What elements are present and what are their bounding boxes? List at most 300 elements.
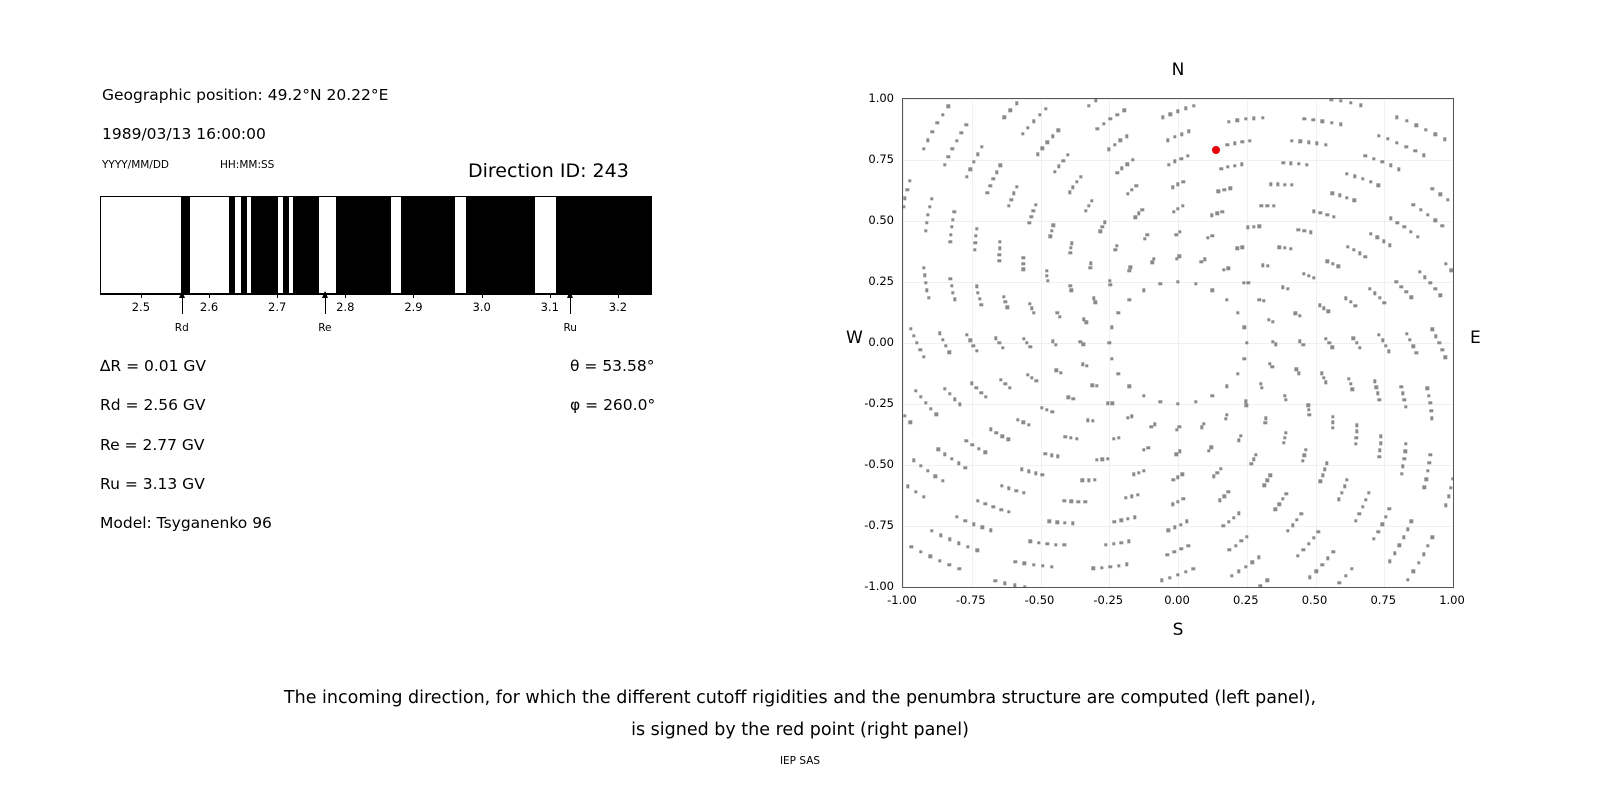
direction-point xyxy=(993,579,996,582)
direction-point xyxy=(1236,119,1239,122)
direction-point xyxy=(1237,512,1240,515)
direction-point xyxy=(1079,175,1082,178)
direction-point xyxy=(1027,423,1030,426)
direction-point xyxy=(1325,462,1328,465)
direction-point xyxy=(951,291,954,294)
direction-point xyxy=(1377,455,1380,458)
direction-point xyxy=(1091,419,1094,422)
direction-point xyxy=(937,448,940,451)
direction-point xyxy=(1028,302,1031,305)
direction-point xyxy=(1134,184,1137,187)
sky-x-tick-label: 0.00 xyxy=(1164,593,1190,607)
direction-point xyxy=(1223,188,1226,191)
direction-point xyxy=(1187,130,1190,133)
direction-point xyxy=(1181,473,1184,476)
direction-point xyxy=(1126,192,1129,195)
direction-point xyxy=(1049,235,1052,238)
direction-point xyxy=(1369,232,1372,235)
direction-point xyxy=(1108,341,1111,344)
direction-point xyxy=(1160,579,1163,582)
direction-point xyxy=(1057,129,1060,132)
direction-point xyxy=(947,105,950,108)
direction-point xyxy=(933,474,936,477)
direction-point xyxy=(1403,225,1406,228)
direction-point xyxy=(1086,419,1089,422)
direction-point xyxy=(1426,387,1429,390)
direction-point xyxy=(902,205,905,208)
direction-point xyxy=(1167,528,1170,531)
penumbra-allowed-band xyxy=(293,197,319,293)
rigidity-marker-label: Ru xyxy=(563,322,577,334)
direction-point xyxy=(1142,448,1145,451)
direction-point xyxy=(1056,311,1059,314)
direction-point xyxy=(1027,470,1030,473)
direction-point xyxy=(1443,138,1446,141)
direction-point xyxy=(1217,190,1220,193)
direction-point xyxy=(1021,256,1024,259)
direction-point xyxy=(1321,563,1324,566)
sky-y-tick-label: -1.00 xyxy=(864,579,894,593)
direction-point xyxy=(919,464,922,467)
direction-point xyxy=(1026,126,1029,129)
direction-point xyxy=(1312,536,1315,539)
direction-point xyxy=(1229,187,1232,190)
direction-point xyxy=(1355,436,1358,439)
direction-point xyxy=(975,349,978,352)
direction-point xyxy=(1007,487,1010,490)
direction-point xyxy=(1000,484,1003,487)
compass-south-label: S xyxy=(1172,620,1184,640)
direction-point xyxy=(931,130,934,133)
gridline xyxy=(903,221,1453,222)
direction-point xyxy=(1142,288,1145,291)
direction-point xyxy=(980,303,983,306)
direction-point xyxy=(1429,401,1432,404)
gridline xyxy=(1453,99,1454,587)
axis-tick-label: 2.5 xyxy=(131,300,151,314)
direction-point xyxy=(1089,266,1092,269)
direction-point xyxy=(1176,183,1179,186)
direction-point xyxy=(1387,350,1390,353)
direction-point xyxy=(1312,209,1315,212)
direction-point xyxy=(1114,248,1117,251)
direction-point xyxy=(1117,564,1120,567)
direction-point xyxy=(1116,171,1119,174)
direction-point xyxy=(1449,486,1452,489)
direction-point xyxy=(1176,207,1179,210)
direction-point xyxy=(1002,295,1005,298)
direction-point xyxy=(980,145,983,148)
direction-point xyxy=(1022,491,1025,494)
direction-point xyxy=(1405,119,1408,122)
axis-tick-label: 2.6 xyxy=(199,300,219,314)
direction-point xyxy=(1290,139,1293,142)
direction-point xyxy=(1212,475,1215,478)
direction-point xyxy=(1274,508,1277,511)
direction-point xyxy=(1416,235,1419,238)
direction-point xyxy=(1345,196,1348,199)
direction-point xyxy=(951,218,954,221)
direction-point xyxy=(1222,268,1225,271)
direction-point xyxy=(973,248,976,251)
datetime-label: 1989/03/13 16:00:00 xyxy=(102,125,266,143)
direction-point xyxy=(1112,542,1115,545)
direction-point xyxy=(949,240,952,243)
sky-x-tick-label: 0.25 xyxy=(1232,593,1259,607)
direction-point xyxy=(1353,175,1356,178)
direction-point xyxy=(1405,290,1408,293)
direction-point xyxy=(1254,453,1257,456)
direction-point xyxy=(1257,556,1260,559)
direction-point xyxy=(1331,415,1334,418)
delta-r-value: ∆R = 0.01 GV xyxy=(100,357,207,375)
direction-point xyxy=(1044,107,1047,110)
direction-point xyxy=(1050,410,1053,413)
direction-point xyxy=(915,341,918,344)
direction-point xyxy=(1332,550,1335,553)
direction-point xyxy=(928,205,931,208)
penumbra-chart xyxy=(100,196,652,294)
direction-point xyxy=(1046,542,1049,545)
direction-point xyxy=(1224,417,1227,420)
direction-point xyxy=(1084,209,1087,212)
direction-point xyxy=(1125,563,1128,566)
direction-point xyxy=(1015,185,1018,188)
direction-point xyxy=(998,341,1001,344)
direction-point xyxy=(1215,471,1218,474)
direction-point xyxy=(964,519,967,522)
direction-point xyxy=(1225,384,1228,387)
direction-point xyxy=(974,234,977,237)
direction-point xyxy=(1211,394,1214,397)
sky-y-tick-label: 0.75 xyxy=(868,152,894,166)
re-value: Re = 2.77 GV xyxy=(100,436,205,454)
direction-point xyxy=(1325,213,1328,216)
direction-point xyxy=(1174,233,1177,236)
direction-point xyxy=(1361,177,1364,180)
direction-point xyxy=(1322,376,1325,379)
direction-point xyxy=(1400,385,1403,388)
direction-point xyxy=(938,559,941,562)
compass-north-label: N xyxy=(1171,60,1185,80)
sky-y-tick-label: 0.50 xyxy=(868,213,894,227)
direction-point xyxy=(1108,279,1111,282)
direction-point xyxy=(1278,246,1281,249)
direction-point xyxy=(1129,265,1132,268)
direction-point xyxy=(1244,400,1247,403)
direction-point xyxy=(1227,490,1230,493)
direction-point xyxy=(953,298,956,301)
direction-point xyxy=(1179,523,1182,526)
direction-point xyxy=(1051,135,1054,138)
sky-plot-axes xyxy=(902,98,1454,588)
direction-point xyxy=(1003,581,1006,584)
direction-point xyxy=(1245,341,1248,344)
direction-point xyxy=(1266,264,1269,267)
axis-tick xyxy=(209,294,210,298)
direction-point xyxy=(1358,512,1361,515)
direction-point xyxy=(1094,99,1097,102)
direction-point xyxy=(1308,413,1311,416)
direction-point xyxy=(1355,430,1358,433)
direction-point xyxy=(1298,314,1301,317)
direction-point xyxy=(1259,204,1262,207)
direction-point xyxy=(1116,113,1119,116)
direction-point xyxy=(1110,402,1113,405)
direction-point xyxy=(975,285,978,288)
direction-point xyxy=(1029,540,1032,543)
gridline xyxy=(903,160,1453,161)
direction-point xyxy=(1307,408,1310,411)
direction-point xyxy=(1400,285,1403,288)
direction-point xyxy=(1069,246,1072,249)
direction-point xyxy=(1050,565,1053,568)
direction-point xyxy=(1069,436,1072,439)
direction-point xyxy=(1054,343,1057,346)
direction-point xyxy=(1307,274,1310,277)
direction-point xyxy=(1396,221,1399,224)
sky-y-tick-label: 1.00 xyxy=(868,91,894,105)
direction-point xyxy=(950,225,953,228)
sky-direction-plot xyxy=(830,60,1530,660)
direction-point xyxy=(970,382,973,385)
penumbra-rigidity-axis xyxy=(100,294,652,354)
direction-point xyxy=(1303,229,1306,232)
theta-value: θ = 53.58° xyxy=(570,357,655,375)
direction-point xyxy=(1404,145,1407,148)
direction-point xyxy=(971,443,974,446)
direction-point xyxy=(1430,328,1433,331)
direction-point xyxy=(1084,500,1087,503)
direction-point xyxy=(1226,143,1229,146)
direction-point xyxy=(1142,394,1145,397)
direction-point xyxy=(1297,228,1300,231)
direction-point xyxy=(1242,281,1245,284)
direction-point xyxy=(1247,281,1250,284)
penumbra-allowed-band xyxy=(401,197,456,293)
direction-point xyxy=(1354,519,1357,522)
direction-point xyxy=(968,339,971,342)
direction-point xyxy=(1007,510,1010,513)
direction-point xyxy=(1176,573,1179,576)
direction-point xyxy=(1172,210,1175,213)
penumbra-allowed-band xyxy=(241,197,247,293)
selected-direction-point[interactable] xyxy=(1212,146,1220,154)
direction-point xyxy=(1337,498,1340,501)
direction-point xyxy=(1030,307,1033,310)
direction-point xyxy=(1409,296,1412,299)
direction-point xyxy=(1323,468,1326,471)
rigidity-marker-re xyxy=(325,292,326,314)
direction-point xyxy=(976,291,979,294)
direction-point xyxy=(1048,520,1051,523)
gridline xyxy=(903,99,1453,100)
direction-point xyxy=(1240,163,1243,166)
direction-point xyxy=(1353,198,1356,201)
direction-point xyxy=(1181,204,1184,207)
direction-point xyxy=(1358,346,1361,349)
direction-point xyxy=(1178,254,1181,257)
penumbra-allowed-band xyxy=(466,197,535,293)
direction-point xyxy=(1345,172,1348,175)
direction-point xyxy=(1331,426,1334,429)
direction-point xyxy=(1361,505,1364,508)
direction-point xyxy=(1375,386,1378,389)
direction-point xyxy=(1119,139,1122,142)
direction-point xyxy=(926,213,929,216)
direction-point xyxy=(976,153,979,156)
direction-point xyxy=(1444,262,1447,265)
direction-point xyxy=(1302,343,1305,346)
axis-tick xyxy=(482,294,483,298)
direction-point xyxy=(1102,122,1105,125)
direction-point xyxy=(1069,284,1072,287)
direction-point xyxy=(1034,472,1037,475)
direction-point xyxy=(1425,478,1428,481)
direction-point xyxy=(1182,180,1185,183)
direction-point xyxy=(1141,208,1144,211)
direction-point xyxy=(1112,437,1115,440)
sky-x-tick-label: -0.75 xyxy=(955,593,986,607)
direction-point xyxy=(1166,553,1169,556)
direction-point xyxy=(983,451,986,454)
direction-point xyxy=(1142,469,1145,472)
direction-point xyxy=(1237,570,1240,573)
direction-point xyxy=(1331,191,1334,194)
date-format-hint: YYYY/MM/DD xyxy=(102,159,170,171)
direction-point xyxy=(1062,543,1065,546)
direction-point xyxy=(1372,537,1375,540)
direction-point xyxy=(912,334,915,337)
sky-y-tick-label: 0.00 xyxy=(868,335,894,349)
direction-point xyxy=(1004,300,1007,303)
direction-point xyxy=(1373,380,1376,383)
direction-point xyxy=(1367,491,1370,494)
direction-point xyxy=(1185,520,1188,523)
direction-point xyxy=(1175,257,1178,260)
direction-point xyxy=(924,229,927,232)
direction-point xyxy=(922,495,925,498)
direction-point xyxy=(946,155,949,158)
direction-point xyxy=(1051,224,1054,227)
direction-point xyxy=(978,297,981,300)
direction-point xyxy=(1223,494,1226,497)
direction-point xyxy=(1221,210,1224,213)
direction-point xyxy=(1401,465,1404,468)
direction-point xyxy=(1004,382,1007,385)
direction-point xyxy=(1200,426,1203,429)
direction-point xyxy=(998,247,1001,250)
direction-point xyxy=(1241,246,1244,249)
direction-point xyxy=(995,431,998,434)
axis-tick xyxy=(550,294,551,298)
direction-point xyxy=(1398,544,1401,547)
direction-point xyxy=(1100,566,1103,569)
direction-point xyxy=(1059,371,1062,374)
direction-point xyxy=(1071,521,1074,524)
direction-point xyxy=(914,389,917,392)
direction-point xyxy=(1286,529,1289,532)
direction-point xyxy=(1178,230,1181,233)
direction-point xyxy=(1409,230,1412,233)
direction-point xyxy=(1386,137,1389,140)
direction-point xyxy=(1228,548,1231,551)
direction-point xyxy=(1412,570,1415,573)
direction-point xyxy=(1058,315,1061,318)
direction-point xyxy=(1184,107,1187,110)
direction-point xyxy=(1422,154,1425,157)
direction-point xyxy=(957,462,960,465)
direction-point xyxy=(1032,209,1035,212)
direction-point xyxy=(1227,267,1230,270)
direction-point xyxy=(1070,241,1073,244)
gridline xyxy=(903,587,1453,588)
direction-point xyxy=(1283,183,1286,186)
direction-point xyxy=(953,210,956,213)
direction-point xyxy=(943,163,946,166)
direction-point xyxy=(1032,311,1035,314)
direction-point xyxy=(1434,133,1437,136)
axis-tick-label: 3.2 xyxy=(608,300,628,314)
direction-point xyxy=(1380,160,1383,163)
direction-point xyxy=(1057,165,1060,168)
direction-point xyxy=(1403,450,1406,453)
direction-point xyxy=(1297,162,1300,165)
direction-point xyxy=(1303,453,1306,456)
direction-point xyxy=(1428,461,1431,464)
direction-point xyxy=(1406,528,1409,531)
direction-point xyxy=(1400,472,1403,475)
direction-point xyxy=(944,344,947,347)
direction-point xyxy=(1338,194,1341,197)
direction-point xyxy=(1041,147,1044,150)
direction-point xyxy=(1344,574,1347,577)
direction-point xyxy=(1110,326,1113,329)
direction-point xyxy=(1225,298,1228,301)
direction-point xyxy=(1041,564,1044,567)
direction-point xyxy=(1009,109,1012,112)
direction-point xyxy=(1130,415,1133,418)
direction-point xyxy=(995,170,998,173)
direction-point xyxy=(928,555,931,558)
direction-point xyxy=(1176,402,1179,405)
direction-point xyxy=(1240,539,1243,542)
direction-point xyxy=(1032,563,1035,566)
direction-point xyxy=(949,277,952,280)
direction-point xyxy=(1003,116,1006,119)
direction-point xyxy=(984,502,987,505)
direction-point xyxy=(1332,215,1335,218)
direction-point xyxy=(1101,458,1104,461)
direction-point xyxy=(1133,516,1136,519)
direction-point xyxy=(999,163,1002,166)
direction-point xyxy=(955,515,958,518)
direction-point xyxy=(1359,103,1362,106)
direction-point xyxy=(914,490,917,493)
direction-point xyxy=(919,395,922,398)
direction-point xyxy=(1321,119,1324,122)
direction-point xyxy=(1233,164,1236,167)
direction-point xyxy=(909,545,912,548)
direction-point xyxy=(1206,236,1209,239)
direction-point xyxy=(948,538,951,541)
direction-point xyxy=(1267,318,1270,321)
direction-point xyxy=(1022,268,1025,271)
direction-point xyxy=(1051,340,1054,343)
direction-point xyxy=(1132,473,1135,476)
direction-point xyxy=(957,542,960,545)
direction-point xyxy=(1264,417,1267,420)
